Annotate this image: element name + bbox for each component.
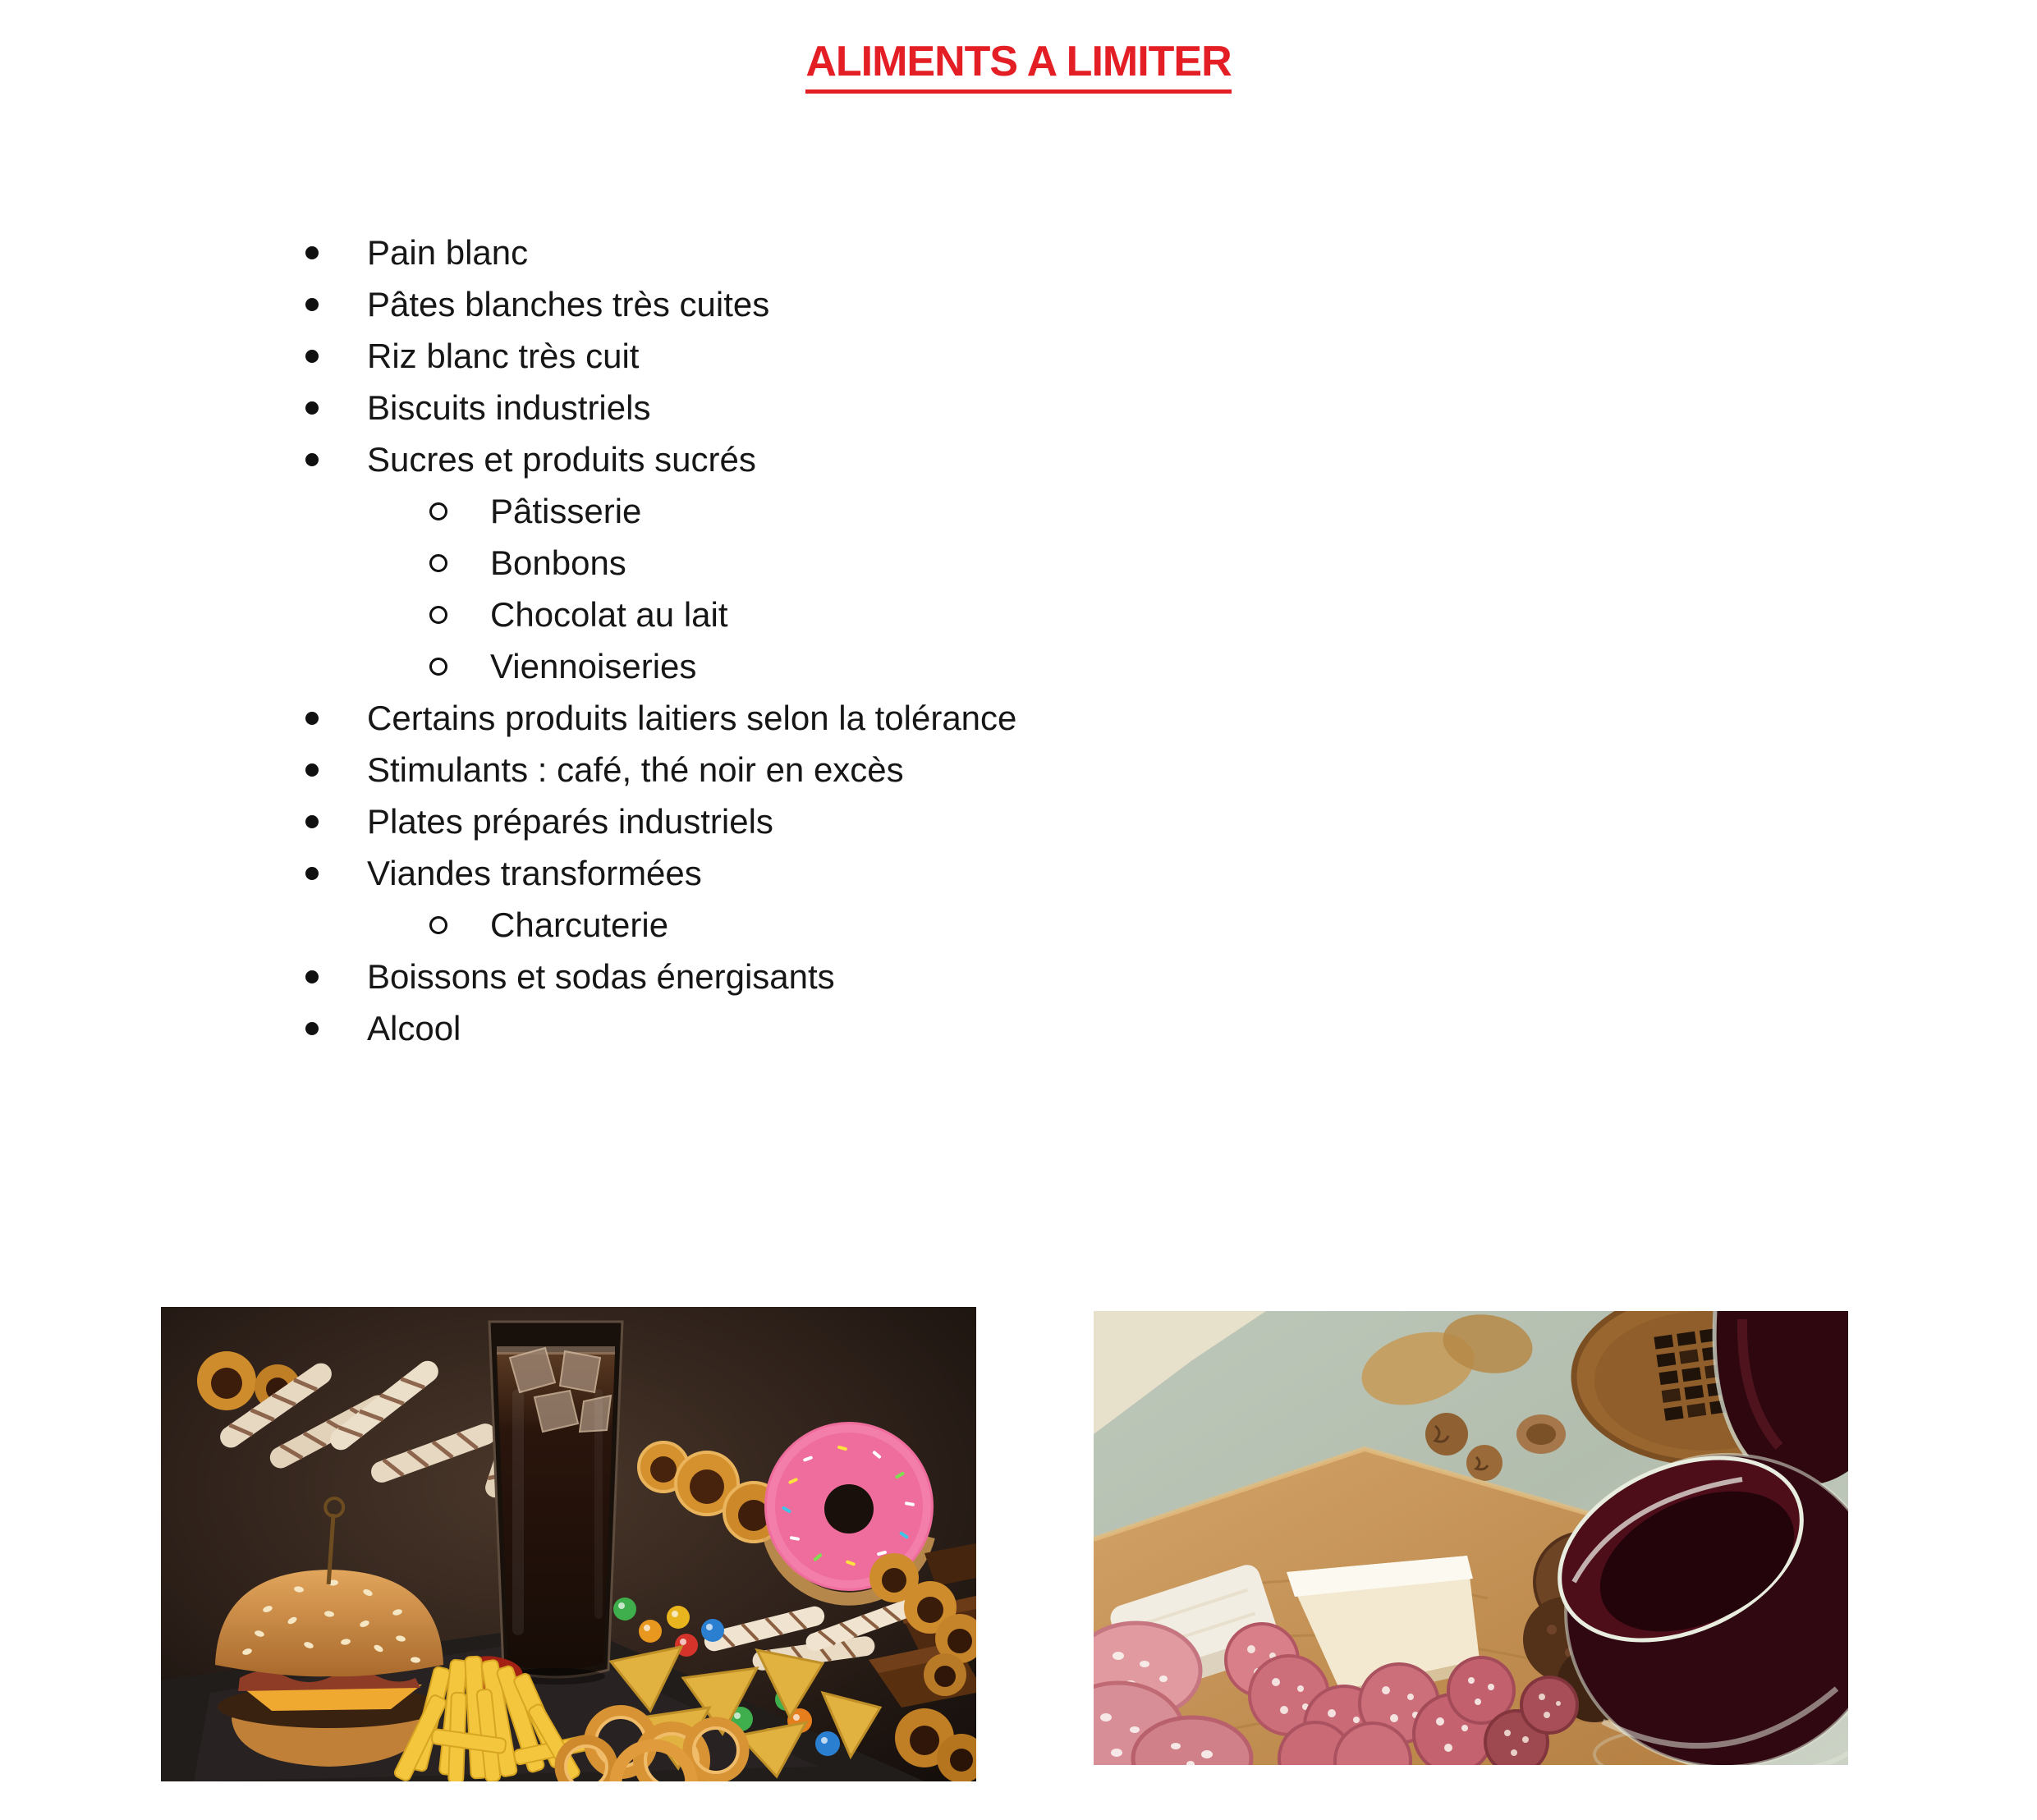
bullet-circle-icon: [429, 502, 447, 520]
list-item: [0, 795, 1806, 847]
charcuterie-wine-photo: [1094, 1311, 1848, 1765]
list-item-text: Chocolat au lait: [490, 595, 728, 634]
list-item-text: Viandes transformées: [367, 854, 702, 892]
food-list: [0, 227, 1806, 1054]
list-item: [0, 278, 1806, 330]
list-item: [0, 382, 1806, 433]
list-item-text: Bonbons: [490, 543, 626, 582]
bullet-disc-icon: [305, 712, 319, 725]
list-item-text: Alcool: [367, 1009, 461, 1048]
bullet-circle-icon: [429, 554, 447, 572]
cola-glass: [489, 1322, 622, 1685]
bullet-circle-icon: [429, 606, 447, 624]
bullet-circle-icon: [429, 658, 447, 676]
list-subitem: [0, 537, 1806, 589]
bullet-disc-icon: [305, 401, 319, 415]
list-subitem: [0, 899, 1806, 951]
list-subitem: [0, 485, 1806, 537]
bullet-circle-icon: [429, 916, 447, 934]
list-item: [0, 692, 1806, 744]
list-item-text: Certains produits laitiers selon la tolérance: [367, 699, 1017, 737]
list-item-text: Sucres et produits sucrés: [367, 440, 756, 479]
list-item-text: Pâtes blanches très cuites: [367, 285, 770, 323]
bullet-disc-icon: [305, 763, 319, 777]
bullet-disc-icon: [305, 246, 319, 259]
bullet-disc-icon: [305, 867, 319, 880]
bullet-disc-icon: [305, 298, 319, 311]
list-item: [0, 1002, 1806, 1054]
bullet-disc-icon: [305, 350, 319, 363]
bullet-disc-icon: [305, 815, 319, 828]
list-item-text: Riz blanc très cuit: [367, 337, 640, 375]
bullet-disc-icon: [305, 970, 319, 983]
list-item: [0, 433, 1806, 485]
list-item-text: Boissons et sodas énergisants: [367, 957, 835, 996]
list-item-text: Pâtisserie: [490, 492, 642, 530]
list-subitem: [0, 589, 1806, 640]
list-item: [0, 330, 1806, 382]
list-item-text: Plates préparés industriels: [367, 802, 773, 841]
list-item: [0, 744, 1806, 795]
list-item-text: Pain blanc: [367, 233, 529, 272]
junk-food-illustration: [161, 1307, 976, 1781]
list-item-text: Stimulants : café, thé noir en excès: [367, 750, 904, 789]
list-item-text: Viennoiseries: [490, 647, 697, 685]
page-title-text: ALIMENTS A LIMITER: [805, 38, 1231, 94]
bullet-disc-icon: [305, 453, 319, 466]
list-item: [0, 847, 1806, 899]
list-subitem: [0, 640, 1806, 692]
charcuterie-illustration: [1094, 1311, 1848, 1765]
page-title: [0, 38, 2037, 94]
junk-food-photo: [161, 1307, 976, 1781]
list-item: [0, 227, 1806, 278]
list-item: [0, 951, 1806, 1002]
bullet-disc-icon: [305, 1022, 319, 1035]
list-item-text: Biscuits industriels: [367, 388, 651, 427]
list-item-text: Charcuterie: [490, 905, 669, 944]
